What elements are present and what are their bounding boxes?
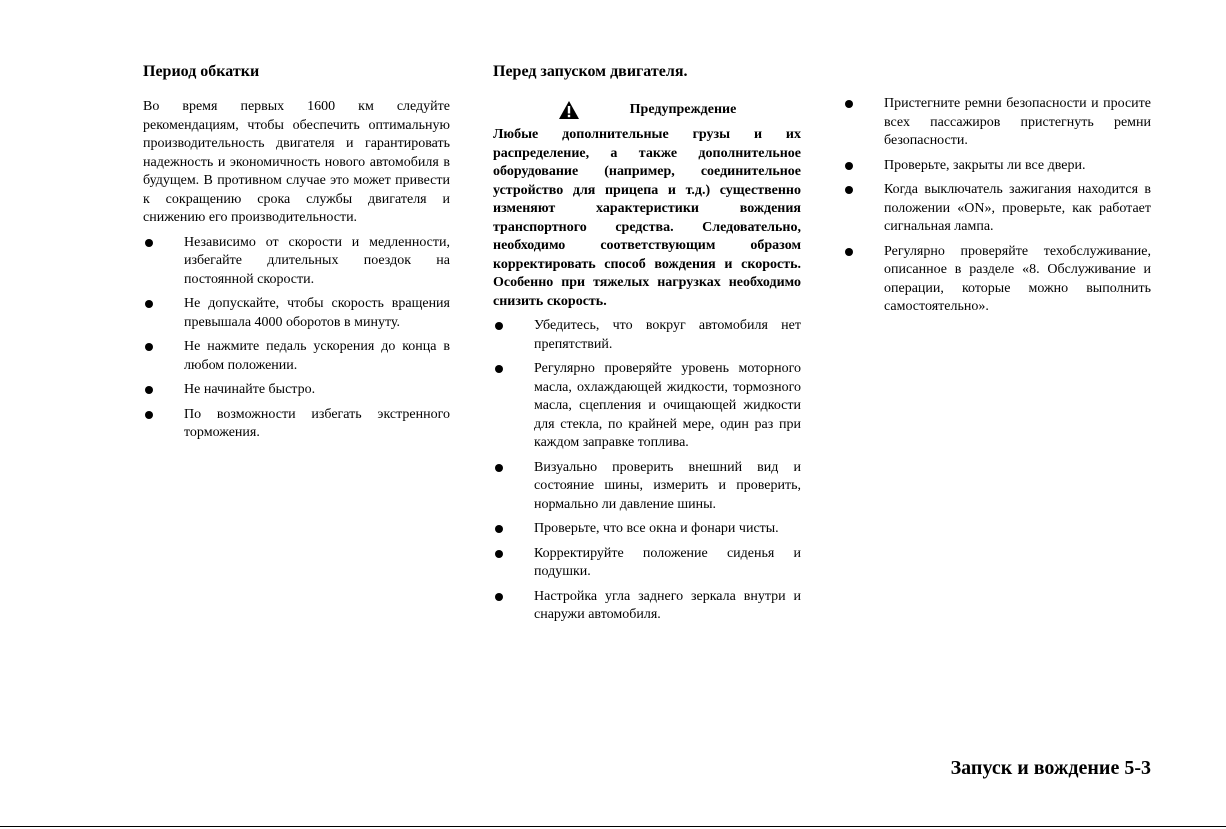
section-heading-break-in: Период обкатки — [143, 63, 260, 80]
bullet-icon — [145, 343, 153, 351]
bullet-icon — [495, 550, 503, 558]
intro-paragraph: Во время первых 1600 км следуйте рекомендациям, чтобы обеспечить оптимальную производительность двигателя и гарантировать надежность и экономичность нового автомобиля в будущем. В противном случае это может привести к сокращению срока службы двигателя и снижению его производительности. — [143, 99, 450, 225]
bullet-icon — [845, 248, 853, 256]
list-item: Регулярно проверяйте техобслуживание, описанное в разделе «8. Обслуживание и операции, которые можно выполнить самостоятельно». — [843, 243, 1151, 317]
list-item: Регулярно проверяйте уровень моторного масла, охлаждающей жидкости, тормозного масла, сцепления и очищающей жидкости для стекла, по крайней мере, один раз при каждом заправке топлива. — [493, 360, 801, 453]
warning-text: Любые дополнительные грузы и их распределение, а также дополнительное оборудование (например, соединительное устройство для прицепа и т.д.) существенно изменяют характеристики вождения транспортного средства. Следовательно, необходимо соответствующим образом корректировать способ вождения и скорость. Особенно при тяжелых нагрузках необходимо снизить скорость. — [493, 127, 801, 309]
section-heading-before-start: Перед запуском двигателя. — [493, 63, 688, 80]
list-item: По возможности избегать экстренного торможения. — [143, 406, 450, 443]
bullet-icon — [145, 300, 153, 308]
bullet-icon — [845, 100, 853, 108]
list-item: Проверьте, что все окна и фонари чисты. — [493, 520, 801, 539]
bullet-icon — [495, 464, 503, 472]
list-item: Не нажмите педаль ускорения до конца в любом положении. — [143, 338, 450, 375]
warning-triangle-icon — [558, 100, 580, 120]
bullet-icon — [495, 525, 503, 533]
bullet-icon — [495, 365, 503, 373]
list-item: Корректируйте положение сиденья и подушки. — [493, 545, 801, 582]
warning-title: Предупреждение — [629, 101, 737, 117]
list-item: Настройка угла заднего зеркала внутри и снаружи автомобиля. — [493, 588, 801, 625]
bullet-icon — [145, 411, 153, 419]
page-bottom-rule — [0, 826, 1226, 827]
list-item: Убедитесь, что вокруг автомобиля нет препятствий. — [493, 317, 801, 354]
bullet-list-checks — [843, 95, 1151, 317]
column-break-in — [143, 60, 450, 443]
bullet-list-before-start — [493, 317, 801, 625]
warning-header — [493, 98, 801, 122]
list-item: Проверьте, закрыты ли все двери. — [843, 157, 1151, 176]
column-checks — [843, 95, 1151, 317]
bullet-list-break-in — [143, 234, 450, 443]
bullet-icon — [145, 386, 153, 394]
list-item: Пристегните ремни безопасности и просите всех пассажиров пристегнуть ремни безопасности. — [843, 95, 1151, 151]
bullet-icon — [845, 186, 853, 194]
column-before-start — [493, 60, 801, 625]
list-item: Не допускайте, чтобы скорость вращения превышала 4000 оборотов в минуту. — [143, 295, 450, 332]
list-item: Независимо от скорости и медленности, избегайте длительных поездок на постоянной скорости. — [143, 234, 450, 290]
bullet-icon — [145, 239, 153, 247]
bullet-icon — [495, 593, 503, 601]
list-item: Не начинайте быстро. — [143, 381, 450, 400]
page-footer: Запуск и вождение 5-3 — [950, 757, 1151, 779]
bullet-icon — [845, 162, 853, 170]
bullet-icon — [495, 322, 503, 330]
list-item: Визуально проверить внешний вид и состояние шины, измерить и проверить, нормально ли давление шины. — [493, 459, 801, 515]
list-item: Когда выключатель зажигания находится в положении «ON», проверьте, как работает сигнальная лампа. — [843, 181, 1151, 237]
